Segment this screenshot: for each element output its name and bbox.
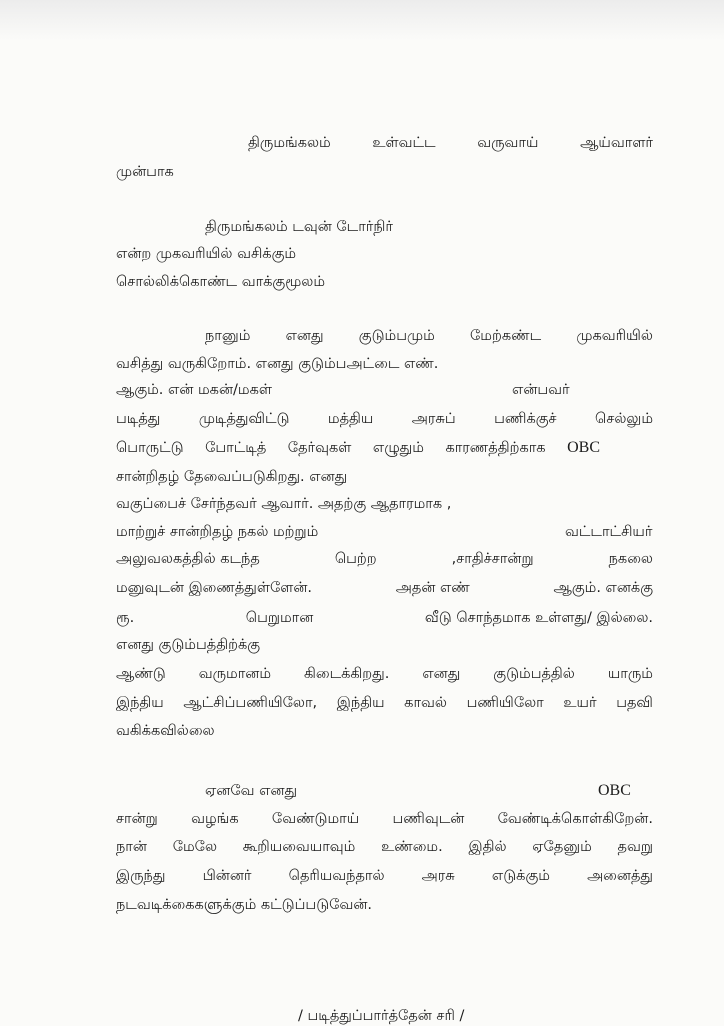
word: அரசு xyxy=(421,868,455,884)
word: எனது xyxy=(422,666,461,682)
word: உண்மை. xyxy=(381,839,443,855)
word: மத்திய xyxy=(327,411,374,427)
word: தேர்வுகள் xyxy=(287,440,352,456)
para1-line-8b: வட்டாட்சியர் xyxy=(565,524,653,540)
word: பெற்ற xyxy=(334,551,377,567)
scan-shadow xyxy=(0,0,724,40)
word: நான் xyxy=(116,839,147,855)
word: இந்திய xyxy=(336,695,385,711)
word: போட்டித் xyxy=(205,440,267,456)
para1-line-12: எனது குடும்பத்திற்க்கு xyxy=(116,637,261,653)
para1-line-3b: என்பவர் xyxy=(512,382,570,398)
word: படித்து xyxy=(116,411,161,427)
word: தவறு xyxy=(617,839,653,855)
word: அதன் எண் xyxy=(395,580,470,596)
para2-line-2 xyxy=(116,809,653,829)
para2-line-3 xyxy=(116,837,653,857)
footer-note: / படித்துப்பார்த்தேன் சரி / xyxy=(298,1008,465,1024)
para2-line-1a: ஏனவே எனது xyxy=(205,783,298,799)
word: திருமங்கலம் xyxy=(248,135,331,151)
para1-line-11 xyxy=(116,608,653,628)
word: காவல் xyxy=(404,695,447,711)
address-line-2: முன்பாக xyxy=(116,164,174,180)
word: பணியிலோ xyxy=(466,695,544,711)
word: பெறுமான xyxy=(245,610,314,626)
word: நானும் xyxy=(205,328,251,344)
word: ரூ. xyxy=(116,610,135,626)
word: மனுவுடன் இணைத்துள்ளேன். xyxy=(116,580,313,596)
word: எடுக்கும் xyxy=(491,868,550,884)
para1-line-2: வசித்து வருகிறோம். எனது குடும்பஅட்டை எண். xyxy=(116,356,439,372)
word: அலுவலகத்தில் கடந்த xyxy=(116,551,260,567)
sender-line-2: என்ற முகவரியில் வசிக்கும் xyxy=(116,246,297,262)
word: ஆண்டு xyxy=(116,666,166,682)
word: பதவி xyxy=(616,695,653,711)
word: கூறியவையாவும் xyxy=(242,839,356,855)
word: ,சாதிச்சான்று xyxy=(451,551,534,567)
word: அனைத்து xyxy=(587,868,653,884)
word: வீடு சொந்தமாக உள்ளது/ இல்லை. xyxy=(424,610,653,626)
word: தெரியவந்தால் xyxy=(288,868,385,884)
word: பின்னர் xyxy=(202,868,252,884)
word: வருமானம் xyxy=(198,666,272,682)
para1-line-6: சான்றிதழ் தேவைப்படுகிறது. எனது xyxy=(116,469,348,485)
obc-label: OBC xyxy=(567,439,600,456)
word: யாரும் xyxy=(607,666,653,682)
word: எழுதும் xyxy=(372,440,424,456)
word: வழங்க xyxy=(191,811,239,827)
word: பணிக்குச் xyxy=(494,411,557,427)
para1-line-8a: மாற்றுச் சான்றிதழ் நகல் மற்றும் xyxy=(116,524,319,540)
word: பணிவுடன் xyxy=(392,811,465,827)
word: இதில் xyxy=(468,839,507,855)
word: கிடைக்கிறது. xyxy=(304,666,390,682)
para1-line-15: வகிக்கவில்லை xyxy=(116,723,215,739)
sender-line-1: திருமங்கலம் டவுன் டோர்நிர் xyxy=(205,219,393,235)
word: குடும்பமும் xyxy=(358,328,435,344)
word: பொருட்டு xyxy=(116,440,184,456)
word: மேற்கண்ட xyxy=(470,328,542,344)
para1-line-5 xyxy=(116,438,600,458)
para1-line-1 xyxy=(205,326,653,346)
para1-line-13 xyxy=(116,664,653,684)
word: எனது xyxy=(285,328,324,344)
para1-line-3a: ஆகும். என் மகன்/மகள் xyxy=(116,382,272,398)
word: இருந்து xyxy=(116,868,166,884)
word: இந்திய xyxy=(116,695,164,711)
word: ஏதேனும் xyxy=(532,839,592,855)
word: காரணத்திற்காக xyxy=(445,440,546,456)
word: மேலே xyxy=(172,839,217,855)
word: ஆய்வாளர் xyxy=(580,135,653,151)
word: முடித்துவிட்டு xyxy=(198,411,290,427)
word: உள்வட்ட xyxy=(372,135,436,151)
para1-line-7: வகுப்பைச் சேர்ந்தவர் ஆவார். அதற்கு ஆதாரமாக , xyxy=(116,496,452,512)
address-line-1 xyxy=(248,133,653,153)
word: வேண்டுமாய் xyxy=(271,811,360,827)
para2-line-5: நடவடிக்கைகளுக்கும் கட்டுப்படுவேன். xyxy=(116,897,372,913)
para2-line-4 xyxy=(116,866,653,886)
word: ஆகும். எனக்கு xyxy=(553,580,653,596)
word: குடும்பத்தில் xyxy=(493,666,575,682)
para1-line-14 xyxy=(116,693,653,713)
word: வருவாய் xyxy=(477,135,539,151)
para1-line-10 xyxy=(116,578,653,598)
para1-line-9 xyxy=(116,549,653,569)
word: ஆட்சிப்பணியிலோ, xyxy=(183,695,318,711)
para2-obc-label: OBC xyxy=(598,782,631,799)
word: உயர் xyxy=(563,695,597,711)
word: அரசுப் xyxy=(411,411,456,427)
para1-line-4 xyxy=(116,409,653,429)
word: நகலை xyxy=(608,551,653,567)
word: வேண்டிக்கொள்கிறேன். xyxy=(497,811,653,827)
word: சான்று xyxy=(116,811,158,827)
word: முகவரியில் xyxy=(576,328,653,344)
word: செல்லும் xyxy=(595,411,653,427)
sender-line-3: சொல்லிக்கொண்ட வாக்குமூலம் xyxy=(116,274,325,290)
